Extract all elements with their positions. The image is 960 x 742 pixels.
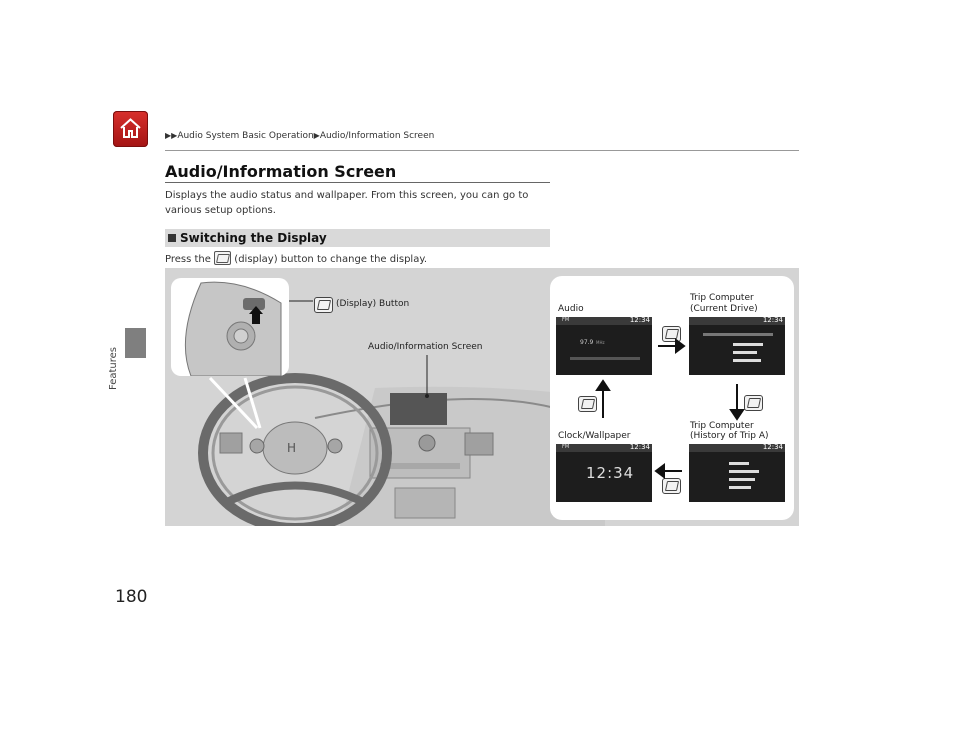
trip-history-clock: 12:34 xyxy=(762,444,783,451)
clock-small: 12:34 xyxy=(629,444,650,451)
audio-unit: MHz xyxy=(596,340,605,345)
square-bullet-icon xyxy=(168,234,176,242)
arrow-icon xyxy=(656,465,664,477)
screen-callout: Audio/Information Screen xyxy=(368,342,483,352)
section-heading-text: Switching the Display xyxy=(180,231,327,245)
arrow-icon xyxy=(731,410,743,419)
clock-wallpaper-label: Clock/Wallpaper xyxy=(558,431,631,441)
breadcrumb-level1[interactable]: Audio System Basic Operation xyxy=(177,131,314,141)
breadcrumb-arrow-icon: ▶ xyxy=(313,131,320,140)
trip-current-label-line2: (Current Drive) xyxy=(690,304,758,314)
instruction-before: Press the xyxy=(165,254,211,265)
display-button-icon xyxy=(214,251,231,265)
audio-band: FM xyxy=(562,317,570,323)
side-tab-marker xyxy=(125,328,146,358)
mode-cycle-arrows xyxy=(550,276,794,520)
audio-station: 97.9 xyxy=(580,339,594,346)
side-tab-label: Features xyxy=(108,347,119,390)
breadcrumb-level2[interactable]: Audio/Information Screen xyxy=(319,131,435,141)
intro-text: Displays the audio status and wallpaper. From this screen, you can go to various setup options. xyxy=(165,190,529,216)
steering-inset xyxy=(171,278,289,376)
svg-text:H: H xyxy=(287,441,297,455)
page-title: Audio/Information Screen xyxy=(165,162,397,181)
page-number: 180 xyxy=(115,587,148,607)
audio-clock: 12:34 xyxy=(629,317,650,324)
breadcrumb-arrow-icon: ▶▶ xyxy=(165,131,178,140)
home-button[interactable] xyxy=(113,111,148,147)
display-button-callout: (Display) Button xyxy=(336,299,410,309)
header-divider xyxy=(165,150,799,151)
trip-history-label-line1: Trip Computer xyxy=(690,421,754,431)
instruction-after: (display) button to change the display. xyxy=(234,254,427,265)
display-button-icon xyxy=(314,297,333,313)
clock-big: 12:34 xyxy=(586,464,635,482)
arrow-icon xyxy=(676,340,684,352)
audio-label: Audio xyxy=(558,304,584,314)
trip-history-label-line2: (History of Trip A) xyxy=(690,431,769,441)
section-heading xyxy=(165,229,550,247)
trip-current-clock: 12:34 xyxy=(762,317,783,324)
instruction-text xyxy=(165,251,427,265)
home-icon xyxy=(119,117,142,140)
trip-current-label-line1: Trip Computer xyxy=(690,293,754,303)
arrow-icon xyxy=(597,381,609,390)
steering-inset-drawing xyxy=(171,278,289,376)
breadcrumb xyxy=(165,131,434,141)
title-divider xyxy=(165,182,550,183)
clock-band: FM xyxy=(562,444,570,450)
